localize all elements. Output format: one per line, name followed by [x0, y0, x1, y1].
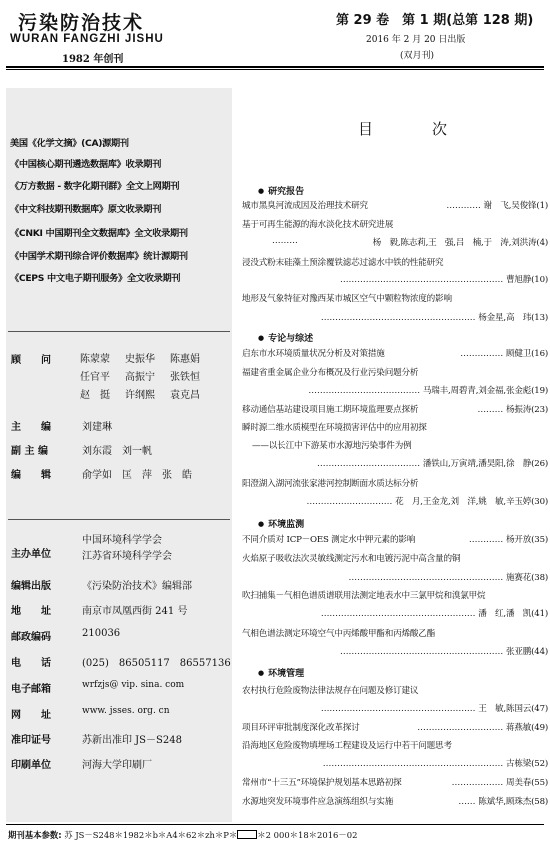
issue-number: 第 29 卷 第 1 期(总第 128 期) — [336, 13, 534, 28]
indexing-item: 《中国学术期刊综合评价数据库》统计源期刊 — [10, 251, 188, 262]
header-rule-thin — [6, 69, 544, 70]
advisor-name: 陈蒙蒙 — [80, 354, 110, 365]
toc-entry-byline: ……………………………………………… 潘 红,潘 凯(41) — [320, 609, 548, 619]
printer-label: 印刷单位 — [11, 760, 51, 771]
website: www. jsses. org. cn — [82, 706, 170, 716]
address-label: 地 址 — [11, 606, 51, 617]
deputy-editors: 刘东霞 刘一帆 — [82, 446, 152, 457]
postcode-label: 邮政编码 — [11, 632, 51, 643]
sponsor: 中国环境科学学会 江苏省环境科学学会 — [82, 535, 172, 562]
blank-box — [237, 830, 257, 839]
advisor-name: 许纲熙 — [125, 390, 155, 401]
toc-entry-title[interactable]: 阳澄湖入湖河流张家港河控制断面水质达标分析 — [242, 479, 419, 489]
toc-entry-byline: ………………………………… 马瑞丰,周碧青,刘金福,张金彪(19) — [308, 386, 548, 396]
toc-entry-byline: ……………………………………………………… 古栋梁(52) — [322, 759, 548, 769]
chief-editor: 刘建琳 — [82, 422, 112, 433]
advisor-name: 袁克昌 — [170, 390, 200, 401]
printer: 河海大学印刷厂 — [82, 760, 152, 771]
advisor-name: 高振宁 — [125, 372, 155, 383]
advisor-name: 赵 挺 — [80, 390, 110, 401]
deputy-editor-label: 副 主 编 — [11, 446, 48, 457]
toc-entry[interactable]: 项目环评审批制度深化改革探讨 ………………………… 蒋燕敏(49) — [242, 723, 548, 733]
toc-entry[interactable]: 移动通信基站建设项目施工期环境监理要点探析 ……… 杨振涛(23) — [242, 405, 548, 415]
toc-entry-title[interactable]: 农村执行危险废物法律法规存在问题及修订建议 — [242, 686, 419, 696]
permit-number: 苏新出准印 JS－S248 — [82, 735, 182, 746]
founded-year: 1982 年创刊 — [62, 54, 124, 65]
toc-entry-title[interactable]: 火焰原子吸收法次灵敏线测定污水和电镀污泥中高含量的铜 — [242, 554, 461, 564]
journal-parameters: 期刊基本参数: 苏 JS－S248＊1982＊b＊A4＊62＊zh＊P＊ ＊2 000＊18＊2016－02 — [8, 830, 358, 840]
journal-title-pinyin: WURAN FANGZHI JISHU — [10, 33, 164, 45]
header-rule — [6, 66, 544, 68]
toc-section-heading: ● 专论与综述 — [258, 331, 313, 344]
parameters-label: 期刊基本参数: — [8, 830, 62, 840]
indexing-item: 《中文科技期刊数据库》原文收录期刊 — [10, 204, 162, 215]
indexing-item: 美国《化学文摘》(CA)源期刊 — [10, 138, 129, 149]
toc-entry[interactable]: 不同介质对 ICP－OES 测定水中钾元素的影响 ………… 杨开放(35) — [242, 535, 548, 545]
toc-entry-title[interactable]: 吹扫捕集－气相色谱质谱联用法测定地表水中三氯甲烷和溴氯甲烷 — [242, 591, 486, 601]
website-label: 网 址 — [11, 710, 51, 721]
toc-entry-title[interactable]: 沿海地区危险废物填埋场工程建设及运行中若干问题思考 — [242, 741, 452, 751]
toc-section-heading: ● 环境管理 — [258, 666, 304, 679]
toc-entry-byline: ……………………………………………… 杨金星,高 玮(13) — [320, 313, 548, 323]
toc-entry-byline: ……………………………………………… 王 敏,陈国云(47) — [320, 704, 548, 714]
advisor-name: 陈惠娟 — [170, 354, 200, 365]
advisors-list — [80, 350, 215, 401]
toc-entry[interactable]: 常州市“十三五”环境保护规划基本思路初探 ……………… 周美春(55) — [242, 778, 548, 788]
indexing-item: 《CNKI 中国期刊全文数据库》全文收录期刊 — [10, 228, 188, 239]
phone: (025) 86505117 86557136 — [82, 658, 231, 669]
advisor-name: 张铁恒 — [170, 372, 200, 383]
advisor-name: 史振华 — [125, 354, 155, 365]
journal-title: 污染防治技术 — [18, 12, 145, 34]
toc-entry-byline: ………………………………………………… 张亚鹏(44) — [339, 647, 548, 657]
divider — [8, 519, 230, 520]
publisher-label: 编辑出版 — [11, 581, 51, 592]
toc-entry-title[interactable]: 基于可再生能源的海水淡化技术研究进展 — [242, 220, 394, 230]
toc-entry-subtitle: ——以长江中下游某市水源地污染事件为例 — [252, 441, 412, 451]
divider — [8, 331, 230, 332]
toc-entry[interactable]: 启东市水环境质量状况分析及对策措施 …………… 顾健卫(16) — [242, 349, 548, 359]
toc-entry-byline: ………………………… 花 月,王金龙,刘 洋,姚 敏,辛玉婷(30) — [306, 497, 548, 507]
toc-entry-byline: ………………………………………………… 曹旭静(10) — [339, 275, 548, 285]
toc-entry-title[interactable]: 气相色谱法测定环境空气中丙烯酸甲酯和丙烯酸乙酯 — [242, 629, 436, 639]
footer-rule — [6, 824, 544, 825]
toc-entry-byline: ……… 杨 毅,陈志莉,王 强,吕 楠,于 涛,刘洪涛(4) — [272, 236, 548, 248]
toc-entry[interactable]: 水源地突发环境事件应急演练组织与实施 …… 陈斌华,顾珠杰(58) — [242, 797, 548, 807]
indexing-item: 《万方数据 - 数字化期刊群》全文上网期刊 — [10, 181, 180, 192]
editors-label: 编 辑 — [11, 470, 51, 481]
toc-entry-byline: ……………………………… 潘铁山,万寅靖,潘昊阳,徐 静(26) — [316, 459, 548, 469]
toc-entry[interactable]: 城市黑臭河流成因及治理技术研究 ………… 谢 飞,吴俊锋(1) — [242, 201, 548, 211]
address: 南京市凤凰西街 241 号 — [82, 606, 188, 617]
email: wrfzjs@ vip. sina. com — [82, 680, 185, 690]
phone-label: 电 话 — [11, 658, 51, 669]
toc-section-heading: ● 环境监测 — [258, 517, 304, 530]
toc-entry-title[interactable]: 瞬时源二维水质模型在环境损害评估中的应用初探 — [242, 423, 427, 433]
indexing-item: 《中国核心期刊遴选数据库》收录期刊 — [10, 159, 162, 170]
advisors-label: 顾 问 — [11, 355, 51, 366]
permit-label: 准印证号 — [11, 735, 51, 746]
sponsor-label: 主办单位 — [11, 549, 51, 560]
indexing-item: 《CEPS 中文电子期刊服务》全文收录期刊 — [10, 273, 181, 284]
publication-frequency: (双月刊) — [400, 51, 435, 61]
editors: 俞学如 匡 萍 张 皓 — [82, 470, 192, 481]
chief-editor-label: 主 编 — [11, 422, 51, 433]
toc-entry-title[interactable]: 浸没式粉末硅藻土预涂覆铁滤芯过滤水中铁的性能研究 — [242, 258, 444, 268]
toc-entry-title[interactable]: 地形及气象特征对豫西某市城区空气中颗粒物浓度的影响 — [242, 294, 452, 304]
publication-date: 2016 年 2 月 20 日出版 — [366, 35, 466, 45]
toc-heading: 目 次 — [358, 120, 470, 138]
publisher: 《污染防治技术》编辑部 — [82, 581, 192, 592]
advisor-name: 任官平 — [80, 372, 110, 383]
postcode: 210036 — [82, 628, 121, 639]
email-label: 电子邮箱 — [11, 684, 51, 695]
toc-section-heading: ● 研究报告 — [258, 184, 304, 197]
toc-entry-byline: ……………………………………………… 施赛花(38) — [348, 573, 548, 583]
toc-entry-title[interactable]: 福建省重金属企业分布概况及行业污染问题分析 — [242, 368, 419, 378]
